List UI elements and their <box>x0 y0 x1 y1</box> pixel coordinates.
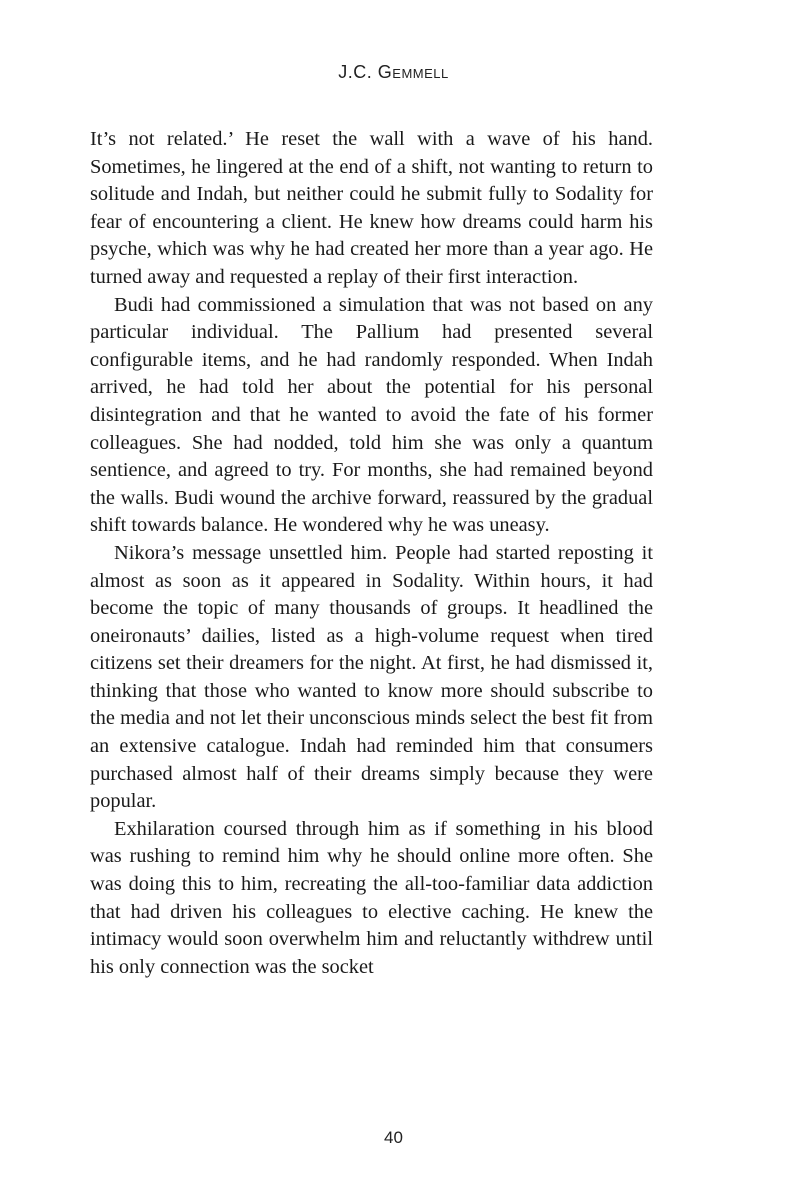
running-head-text: J.C. Gemmell <box>338 62 449 82</box>
paragraph: Budi had commissioned a simulation that was not based on any particular individual. The Pallium had presented several configurable items, and he had randomly responded. When Indah arrived, he had told her about the potential for his personal disintegration and that he wanted to avoid the fate of his former colleagues. She had nodded, told him she was only a quantum sentience, and agreed to try. For months, she had remained beyond the walls. Budi wound the archive forward, reassured by the gradual shift towards balance. He wondered why he was uneasy. <box>90 293 653 537</box>
paragraph: It’s not related.’ He reset the wall with a wave of his hand. Sometimes, he lingered at the end of a shift, not wanting to return to solitude and Indah, but neither could he submit fully to Sodality for fear of encountering a client. He knew how dreams could harm his psyche, which was why he had created her more than a year ago. He turned away and requested a replay of their first interaction. <box>90 128 653 288</box>
running-head <box>0 62 787 83</box>
paragraph: Nikora’s message unsettled him. People had started reposting it almost as soon as it appeared in Sodality. Within hours, it had become the topic of many thousands of groups. It headlined the oneironauts’ dailies, listed as a high-volume request when tired citizens set their dreamers for the night. At first, he had dismissed it, thinking that those who wanted to know more should subscribe to the media and not let their unconscious minds select the best fit from an extensive catalogue. Indah had reminded him that consumers purchased almost half of their dreams simply because they were popular. <box>90 541 653 813</box>
body-text <box>90 126 653 981</box>
paragraph: Exhilaration coursed through him as if something in his blood was rushing to remind him why he should online more often. She was doing this to him, recreating the all-too-familiar data addiction that had driven his colleagues to elective caching. He knew the intimacy would soon overwhelm him and reluctantly withdrew until his only connection was the socket <box>90 817 653 978</box>
page-number: 40 <box>384 1128 403 1147</box>
